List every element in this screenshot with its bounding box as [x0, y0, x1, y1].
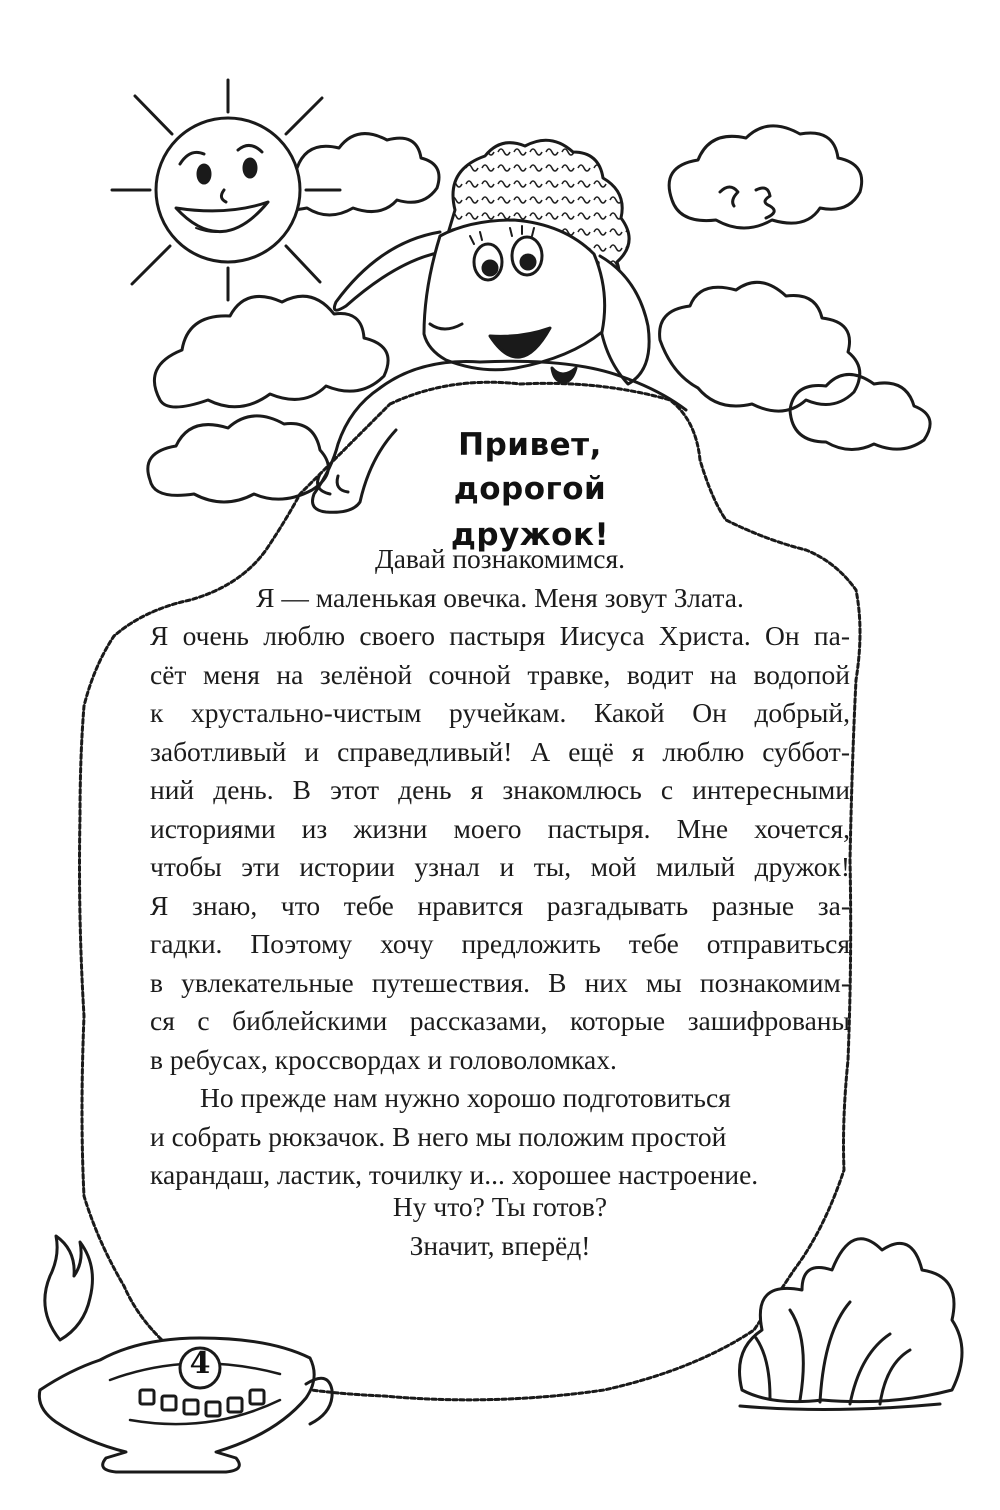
cloud-middle-right: [660, 282, 931, 449]
text-line: Я — маленькая овечка. Меня зовут Злата.: [256, 581, 744, 613]
closing-text: [150, 1188, 850, 1265]
main-text: [150, 540, 850, 1195]
text-line: в ребусах, кроссвордах и головоломках.: [150, 1043, 617, 1075]
greeting-line-2: дорогой дружок!: [450, 471, 610, 553]
text-line: Давай познакомимся.: [374, 543, 626, 574]
cloud-top-right: [669, 126, 862, 228]
greeting-line-1: Привет,: [458, 427, 602, 463]
text-line: Я знаю, что тебе нравится разгадывать разные за-: [150, 889, 850, 921]
cloud-middle-left: [154, 296, 388, 407]
text-line: чтобы эти истории узнал и ты, мой милый дружок!: [150, 851, 850, 882]
text-line: историями из жизни моего пастыря. Мне хочется,: [150, 812, 850, 844]
text-line: Я очень люблю своего пастыря Иисуса Христа. Он па-: [150, 620, 850, 651]
closing-line-2: Значит, вперёд!: [409, 1229, 591, 1261]
smiling-sun-icon: [112, 80, 340, 300]
text-line: гадки. Поэтому хочу предложить тебе отправиться: [150, 928, 850, 959]
page-number: 4: [189, 1346, 211, 1381]
text-line: к хрустально-чистым ручейкам. Какой Он добрый,: [150, 697, 850, 728]
text-line: сёт меня на зелёной сочной травке, водит на водопой: [150, 658, 850, 690]
closing-line-1: Ну что? Ты готов?: [392, 1191, 608, 1222]
text-line: в увлекательные путешествия. В них мы познакомим-: [150, 966, 850, 998]
text-line: заботливый и справедливый! А ещё я люблю суббот-: [150, 735, 850, 767]
text-line: Но прежде нам нужно хорошо подготовиться: [200, 1082, 731, 1113]
text-line: ний день. В этот день я знакомлюсь с интересными: [150, 774, 850, 805]
text-line: и собрать рюкзачок. В него мы положим простой: [150, 1120, 727, 1152]
text-line: карандаш, ластик, точилку и... хорошее настроение.: [150, 1159, 759, 1190]
cloud-lower-left: [148, 416, 329, 502]
text-line: ся с библейскими рассказами, которые зашифрованы: [150, 1005, 850, 1036]
